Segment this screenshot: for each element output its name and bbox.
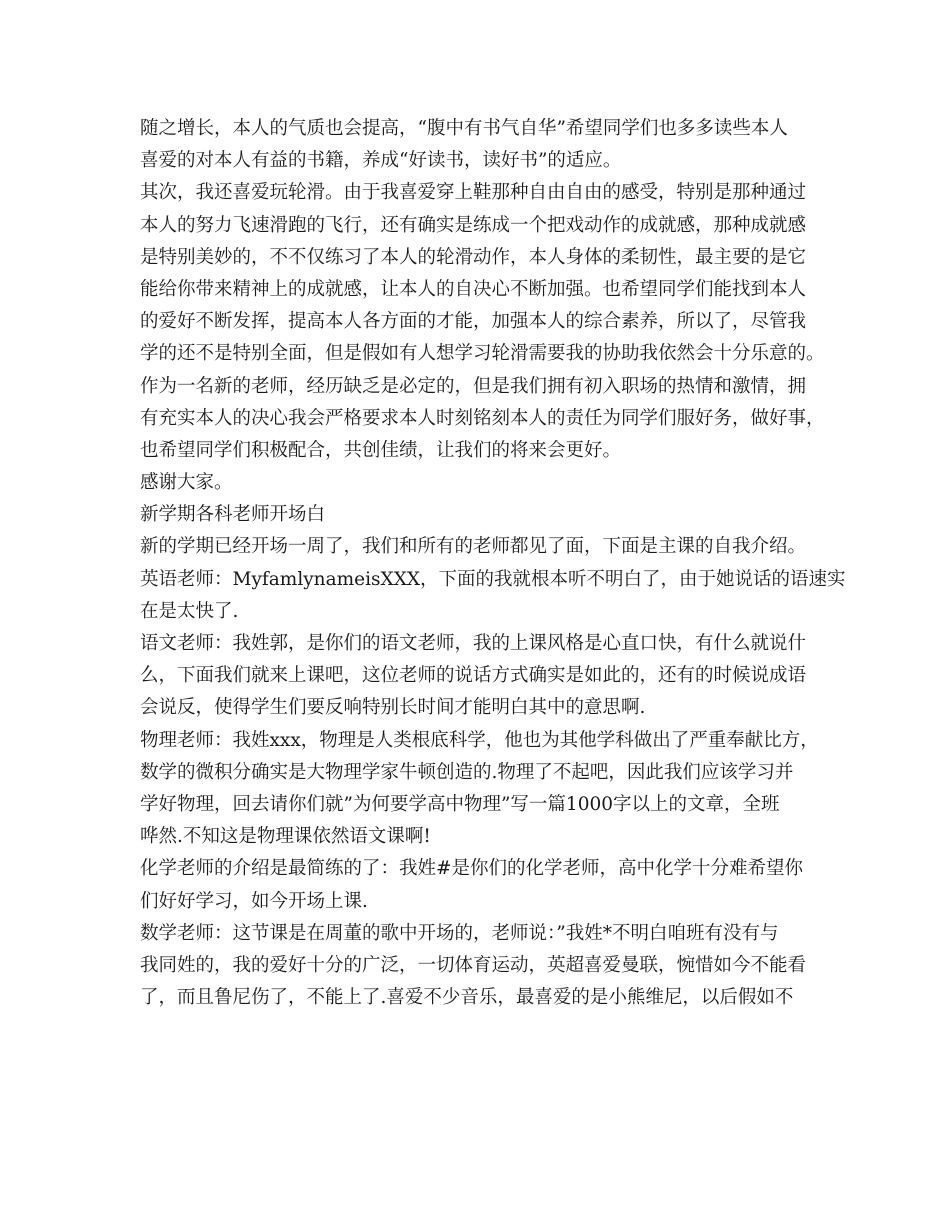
text-line: 学好物理，回去请你们就”为何要学高中物理”写一篇1000字以上的文章，全班 (140, 793, 780, 815)
text-line: 数学的微积分确实是大物理学家牛顿创造的.物理了不起吧，因此我们应该学习并 (140, 761, 794, 783)
text-line: 学的还不是特别全面，但是假如有人想学习轮滑需要我的协助我依然会十分乐意的。 (140, 343, 825, 365)
text-line: 哗然.不知这是物理课依然语文课啊! (140, 826, 431, 848)
text-line: 数学老师：这节课是在周董的歌中开场的，老师说：”我姓*不明白咱班有没有与 (140, 922, 779, 944)
text-line: 本人的努力飞速滑跑的飞行，还有确实是练成一个把戏动作的成就感，那种成就感 (140, 214, 807, 236)
text-line: 我同姓的，我的爱好十分的广泛，一切体育运动，英超喜爱曼联，惋惜如今不能看 (140, 954, 807, 976)
text-line: 其次，我还喜爱玩轮滑。由于我喜爱穿上鞋那种自由自由的感受，特别是那种通过 (140, 182, 807, 204)
text-line: 有充实本人的决心我会严格要求本人时刻铭刻本人的责任为同学们服好务，做好事， (140, 407, 825, 429)
text-line: 英语老师：MyfamlynameisXXX，下面的我就根本听不明白了，由于她说话的语速实 (140, 568, 846, 590)
text-line: 新的学期已经开场一周了，我们和所有的老师都见了面，下面是主课的自我介绍。 (140, 536, 807, 558)
text-line: 们好好学习，如今开场上课. (140, 890, 368, 912)
text-line: 作为一名新的老师，经历缺乏是必定的，但是我们拥有初入职场的热情和激情，拥 (140, 375, 807, 397)
text-line: 语文老师：我姓郭，是你们的语文老师，我的上课风格是心直口快，有什么就说什 (140, 633, 807, 654)
text-line: 的爱好不断发挥，提高本人各方面的才能，加强本人的综合素养，所以了，尽管我 (140, 311, 807, 333)
section-title: 新学期各科老师开场白 (140, 504, 326, 526)
text-line: 能给你带来精神上的成就感，让本人的自决心不断加强。也希望同学们能找到本人 (140, 278, 807, 300)
text-line: 也希望同学们积极配合，共创佳绩，让我们的将来会更好。 (140, 439, 622, 461)
text-line: 喜爱的对本人有益的书籍，养成“好读书，读好书”的适应。 (140, 150, 622, 172)
text-line: 了，而且鲁尼伤了，不能上了.喜爱不少音乐，最喜爱的是小熊维尼，以后假如不 (140, 987, 794, 1009)
text-line: 物理老师：我姓xxx，物理是人类根底科学，他也为其他学科做出了严重奉献比方， (140, 729, 819, 751)
text-line: 化学老师的介绍是最简练的了：我姓#是你们的化学老师，高中化学十分难希望你 (140, 858, 804, 880)
text-line: 感谢大家。 (140, 472, 233, 494)
text-line: 么，下面我们就来上课吧，这位老师的说话方式确实是如此的，还有的时候说成语 (140, 665, 807, 687)
text-line: 会说反，使得学生们要反响特别长时间才能明白其中的意思啊. (140, 697, 646, 719)
document-body (140, 113, 846, 1014)
text-line: 随之增长，本人的气质也会提高，“腹中有书气自华”希望同学们也多多读些本人 (140, 118, 788, 139)
text-line: 是特别美妙的，不不仅练习了本人的轮滑动作，本人身体的柔韧性，最主要的是它 (140, 246, 807, 268)
text-line: 在是太快了. (140, 600, 239, 622)
